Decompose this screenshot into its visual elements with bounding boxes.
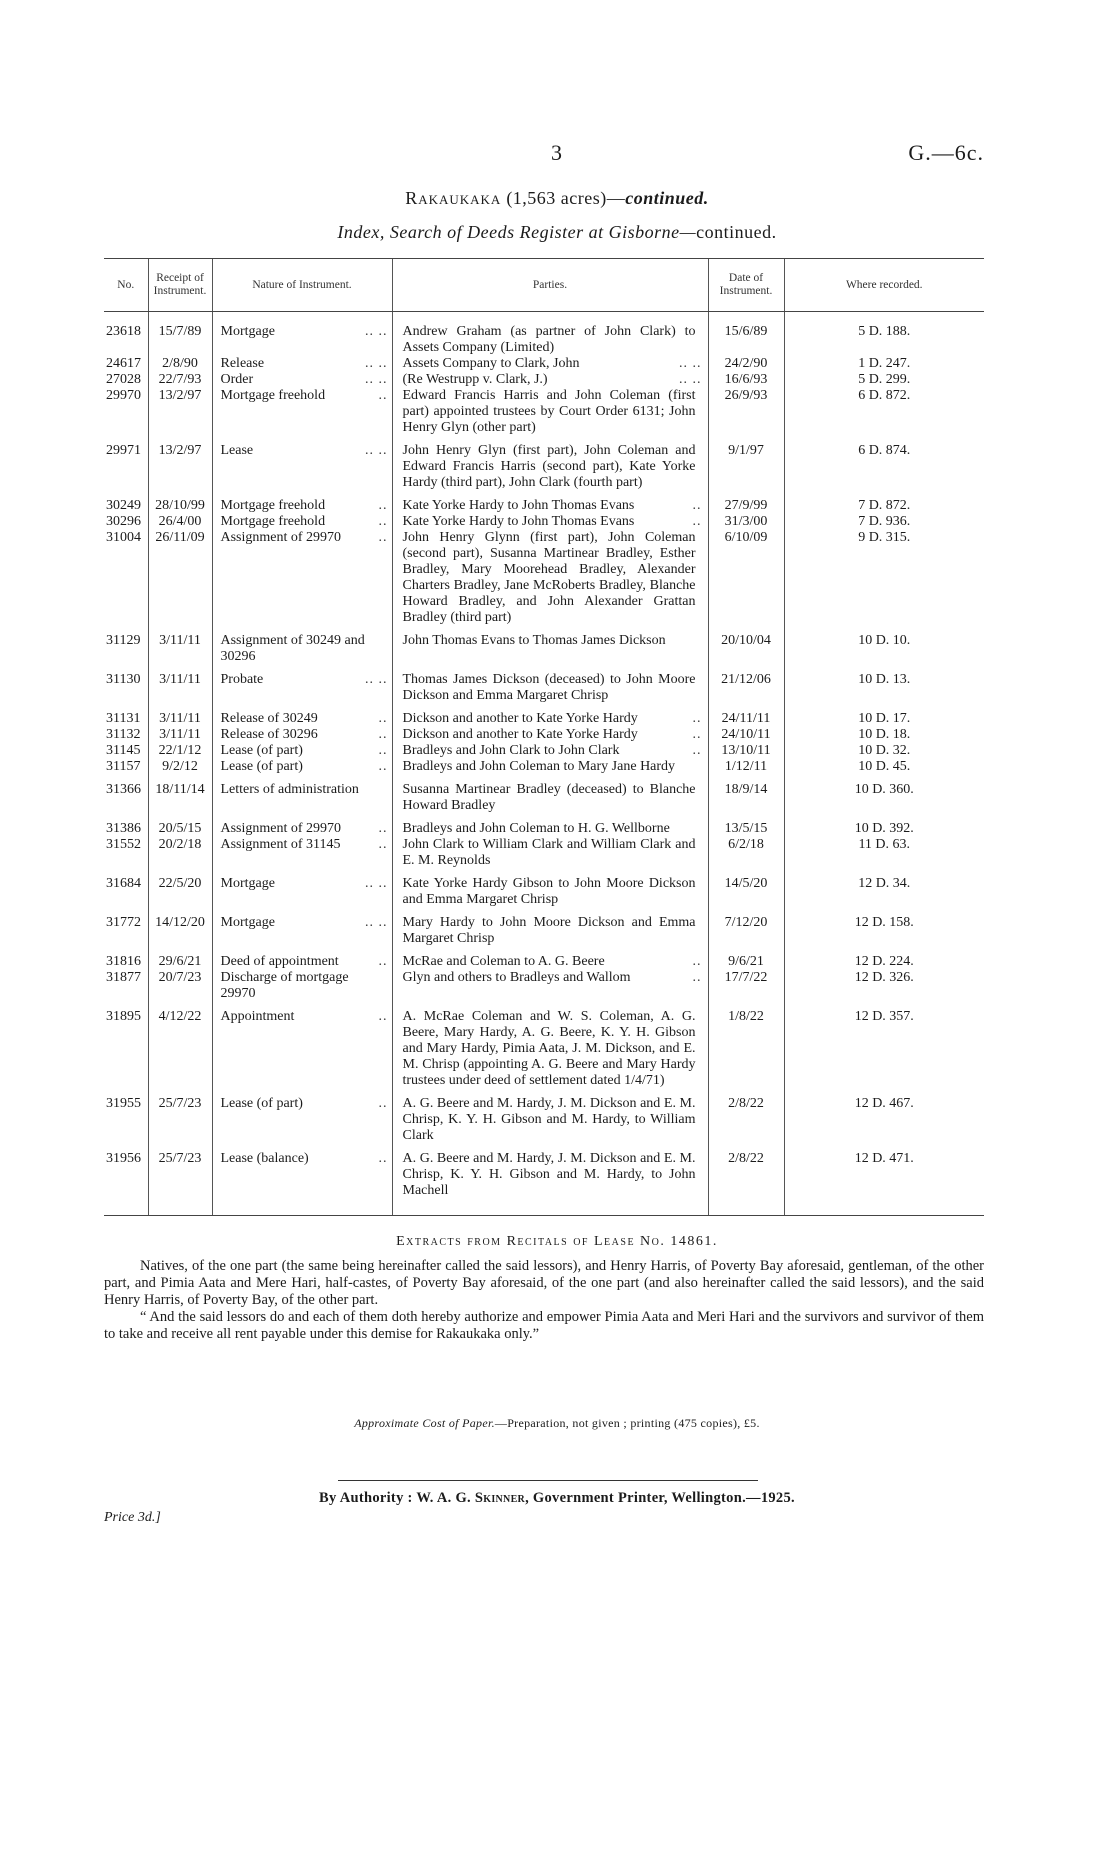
cell-no: 31772 bbox=[106, 915, 141, 930]
table-body bbox=[104, 312, 984, 1216]
title-continued: continued. bbox=[625, 188, 709, 208]
table-row bbox=[104, 1144, 984, 1215]
parties-leader-dots bbox=[696, 782, 702, 814]
column-header-no: No. bbox=[104, 259, 148, 312]
parties-leader-dots bbox=[696, 324, 702, 356]
cell-nature bbox=[212, 775, 392, 814]
cell-no: 31386 bbox=[106, 821, 141, 836]
nature-leader-dots: .. bbox=[378, 743, 388, 758]
cell-where-recorded: 10 D. 13. bbox=[784, 665, 984, 704]
parties-text: John Thomas Evans to Thomas James Dickson bbox=[402, 633, 666, 648]
cell-where-recorded: 6 D. 872. bbox=[784, 388, 984, 436]
nature-leader-dots: .. bbox=[378, 837, 388, 852]
cell-parties bbox=[392, 1089, 708, 1144]
parties-leader-dots bbox=[696, 876, 702, 908]
cell-receipt: 3/11/11 bbox=[148, 704, 212, 727]
cell-parties bbox=[392, 775, 708, 814]
table-row bbox=[104, 869, 984, 908]
cell-parties bbox=[392, 665, 708, 704]
nature-leader-dots: .. .. bbox=[365, 324, 388, 339]
cell-date: 15/6/89 bbox=[708, 312, 784, 357]
nature-text: Mortgage bbox=[220, 324, 275, 339]
cell-date: 9/1/97 bbox=[708, 436, 784, 491]
nature-leader-dots: .. bbox=[378, 530, 388, 545]
nature-leader-dots: .. bbox=[378, 711, 388, 726]
parties-leader-dots: .. bbox=[692, 498, 702, 513]
cell-date: 24/10/11 bbox=[708, 727, 784, 743]
column-header-nature: Nature of Instrument. bbox=[212, 259, 392, 312]
cell-no: 31956 bbox=[106, 1151, 141, 1166]
cell-date: 7/12/20 bbox=[708, 908, 784, 947]
cell-receipt: 26/4/00 bbox=[148, 514, 212, 530]
cell-date: 16/6/93 bbox=[708, 372, 784, 388]
cell-nature bbox=[212, 436, 392, 491]
cell-parties bbox=[392, 704, 708, 727]
cell-no: 31877 bbox=[106, 970, 141, 985]
cell-date: 1/12/11 bbox=[708, 759, 784, 775]
cell-parties bbox=[392, 1144, 708, 1215]
table-row bbox=[104, 626, 984, 665]
cell-where-recorded: 11 D. 63. bbox=[784, 837, 984, 869]
cell-no: 31157 bbox=[106, 759, 141, 774]
nature-text: Letters of administration bbox=[220, 782, 359, 797]
column-header-parties: Parties. bbox=[392, 259, 708, 312]
parties-text: Kate Yorke Hardy Gibson to John Moore Dickson and Emma Margaret Chrisp bbox=[402, 876, 696, 907]
nature-leader-dots: .. bbox=[378, 388, 388, 403]
cell-no: 30249 bbox=[106, 498, 141, 513]
cell-receipt: 20/2/18 bbox=[148, 837, 212, 869]
parties-text: Kate Yorke Hardy to John Thomas Evans bbox=[402, 514, 635, 529]
column-header-receipt: Receipt of Instrument. bbox=[148, 259, 212, 312]
cell-parties bbox=[392, 491, 708, 514]
parties-leader-dots bbox=[696, 530, 702, 626]
cell-where-recorded: 1 D. 247. bbox=[784, 356, 984, 372]
nature-leader-dots: .. .. bbox=[365, 672, 388, 687]
cell-date: 2/8/22 bbox=[708, 1144, 784, 1215]
cell-nature bbox=[212, 970, 392, 1002]
cell-no: 24617 bbox=[106, 356, 141, 371]
cell-receipt: 25/7/23 bbox=[148, 1144, 212, 1215]
cost-text: —Preparation, not given ; printing (475 copies), £5. bbox=[494, 1416, 760, 1430]
cell-receipt: 18/11/14 bbox=[148, 775, 212, 814]
cell-receipt: 15/7/89 bbox=[148, 312, 212, 357]
nature-leader-dots: .. bbox=[378, 1009, 388, 1024]
nature-leader-dots: .. .. bbox=[365, 915, 388, 930]
table-row bbox=[104, 704, 984, 727]
nature-leader-dots: .. bbox=[378, 954, 388, 969]
cell-date: 13/10/11 bbox=[708, 743, 784, 759]
cell-no: 31130 bbox=[106, 672, 141, 687]
cell-date: 24/2/90 bbox=[708, 356, 784, 372]
cell-parties bbox=[392, 837, 708, 869]
cell-where-recorded: 10 D. 45. bbox=[784, 759, 984, 775]
cost-of-paper bbox=[0, 1416, 1114, 1431]
nature-text: Lease (of part) bbox=[220, 759, 303, 774]
table-row bbox=[104, 436, 984, 491]
nature-leader-dots: .. .. bbox=[365, 356, 388, 371]
nature-leader-dots bbox=[382, 633, 388, 665]
parties-leader-dots: .. bbox=[692, 514, 702, 529]
cell-date: 14/5/20 bbox=[708, 869, 784, 908]
table-row bbox=[104, 775, 984, 814]
parties-leader-dots bbox=[696, 443, 702, 491]
cell-no: 31004 bbox=[106, 530, 141, 545]
subtitle-continued: continued. bbox=[696, 222, 777, 242]
parties-leader-dots bbox=[696, 633, 702, 649]
footer-rule bbox=[338, 1480, 758, 1481]
cell-receipt: 9/2/12 bbox=[148, 759, 212, 775]
document-subtitle bbox=[0, 222, 1114, 243]
cell-nature bbox=[212, 312, 392, 357]
parties-leader-dots bbox=[696, 915, 702, 947]
nature-text: Assignment of 30249 and 30296 bbox=[220, 633, 365, 664]
extracts-heading: Extracts from Recitals of Lease No. 14861. bbox=[396, 1234, 718, 1249]
cell-receipt: 13/2/97 bbox=[148, 388, 212, 436]
parties-text: Bradleys and John Coleman to H. G. Wellborne bbox=[402, 821, 670, 836]
nature-text: Lease (balance) bbox=[220, 1151, 309, 1166]
parties-leader-dots bbox=[696, 821, 702, 837]
cell-parties bbox=[392, 312, 708, 357]
parties-text: A. McRae Coleman and W. S. Coleman, A. G. Beere, Mary Hardy, A. G. Beere, K. Y. H. Gibson and Mary Hardy, Pimia Aata, J. M. Dickson, and E. M. Chrisp (appointing A. G. Beere and Mary Hardy trustees under deed of settlement dated 1/4/71) bbox=[402, 1009, 696, 1088]
parties-text: Assets Company to Clark, John bbox=[402, 356, 580, 371]
nature-leader-dots: .. bbox=[378, 821, 388, 836]
cell-where-recorded: 12 D. 357. bbox=[784, 1002, 984, 1089]
nature-text: Probate bbox=[220, 672, 264, 687]
nature-leader-dots: .. bbox=[378, 727, 388, 742]
cell-parties bbox=[392, 530, 708, 626]
parties-text: John Henry Glynn (first part), John Coleman (second part), Susanna Martinear Bradley, Esther Bradley, Mary Moorehead Bradley, Alexander Charters Bradley, Jane McRoberts Bradley, Blanche Howard Bradley, and John Alexander Grattan Bradley (third part) bbox=[402, 530, 696, 625]
parties-text: John Clark to William Clark and William Clark and E. M. Reynolds bbox=[402, 837, 696, 868]
cell-nature bbox=[212, 491, 392, 514]
cell-where-recorded: 12 D. 467. bbox=[784, 1089, 984, 1144]
cell-date: 2/8/22 bbox=[708, 1089, 784, 1144]
deeds-register-table bbox=[104, 259, 984, 1215]
cell-nature bbox=[212, 1002, 392, 1089]
parties-leader-dots: .. .. bbox=[679, 356, 702, 371]
cell-nature bbox=[212, 947, 392, 970]
table-row bbox=[104, 908, 984, 947]
cell-no: 31816 bbox=[106, 954, 141, 969]
nature-text: Order bbox=[220, 372, 254, 387]
table-row bbox=[104, 372, 984, 388]
nature-text: Mortgage bbox=[220, 915, 275, 930]
cell-parties bbox=[392, 356, 708, 372]
cell-date: 21/12/06 bbox=[708, 665, 784, 704]
document-title bbox=[0, 188, 1114, 209]
cell-no: 31129 bbox=[106, 633, 141, 648]
table-row bbox=[104, 970, 984, 1002]
cell-parties bbox=[392, 869, 708, 908]
cell-date: 13/5/15 bbox=[708, 814, 784, 837]
cell-parties bbox=[392, 514, 708, 530]
parties-text: Dickson and another to Kate Yorke Hardy bbox=[402, 727, 638, 742]
parties-leader-dots: .. bbox=[692, 743, 702, 758]
nature-leader-dots: .. bbox=[378, 1151, 388, 1166]
parties-text: John Henry Glyn (first part), John Coleman and Edward Francis Harris (second part), Kate Yorke Hardy (third part), John Clark (fourth part) bbox=[402, 443, 696, 490]
cell-parties bbox=[392, 727, 708, 743]
nature-leader-dots: .. .. bbox=[365, 372, 388, 387]
printer-authority bbox=[0, 1490, 1114, 1507]
cell-date: 6/10/09 bbox=[708, 530, 784, 626]
cell-receipt: 22/7/93 bbox=[148, 372, 212, 388]
price-note: Price 3d.] bbox=[104, 1510, 161, 1525]
cell-no: 27028 bbox=[106, 372, 141, 387]
cell-receipt: 13/2/97 bbox=[148, 436, 212, 491]
cell-nature bbox=[212, 704, 392, 727]
cell-where-recorded: 9 D. 315. bbox=[784, 530, 984, 626]
cell-no: 31366 bbox=[106, 782, 141, 797]
cell-where-recorded: 12 D. 326. bbox=[784, 970, 984, 1002]
cell-no: 30296 bbox=[106, 514, 141, 529]
table-row bbox=[104, 837, 984, 869]
cell-receipt: 3/11/11 bbox=[148, 626, 212, 665]
nature-leader-dots: .. bbox=[378, 498, 388, 513]
page-number: 3 bbox=[551, 140, 563, 165]
cell-receipt: 3/11/11 bbox=[148, 727, 212, 743]
cell-where-recorded: 12 D. 34. bbox=[784, 869, 984, 908]
cell-no: 31895 bbox=[106, 1009, 141, 1024]
table-row bbox=[104, 727, 984, 743]
parties-text: A. G. Beere and M. Hardy, J. M. Dickson and E. M. Chrisp, K. Y. H. Gibson and M. Hardy, to John Machell bbox=[402, 1151, 696, 1198]
nature-text: Release of 30296 bbox=[220, 727, 318, 742]
authority-name: Skinner bbox=[474, 1490, 526, 1506]
parties-text: Kate Yorke Hardy to John Thomas Evans bbox=[402, 498, 635, 513]
cell-where-recorded: 6 D. 874. bbox=[784, 436, 984, 491]
authority-prefix: By Authority : W. A. G. bbox=[319, 1490, 475, 1506]
nature-leader-dots: .. .. bbox=[365, 876, 388, 891]
nature-leader-dots bbox=[382, 970, 388, 1002]
parties-leader-dots: .. .. bbox=[679, 372, 702, 387]
cell-where-recorded: 7 D. 872. bbox=[784, 491, 984, 514]
cell-parties bbox=[392, 388, 708, 436]
cell-where-recorded: 10 D. 17. bbox=[784, 704, 984, 727]
nature-text: Lease (of part) bbox=[220, 743, 303, 758]
table-row bbox=[104, 1089, 984, 1144]
nature-text: Appointment bbox=[220, 1009, 295, 1024]
cell-nature bbox=[212, 372, 392, 388]
cell-date: 1/8/22 bbox=[708, 1002, 784, 1089]
nature-text: Deed of appointment bbox=[220, 954, 339, 969]
cell-date: 17/7/22 bbox=[708, 970, 784, 1002]
parties-text: Andrew Graham (as partner of John Clark) to Assets Company (Limited) bbox=[402, 324, 696, 355]
cell-date: 24/11/11 bbox=[708, 704, 784, 727]
table-row bbox=[104, 491, 984, 514]
parties-text: Susanna Martinear Bradley (deceased) to Blanche Howard Bradley bbox=[402, 782, 696, 813]
cell-where-recorded: 7 D. 936. bbox=[784, 514, 984, 530]
cell-date: 9/6/21 bbox=[708, 947, 784, 970]
parties-text: Thomas James Dickson (deceased) to John Moore Dickson and Emma Margaret Chrisp bbox=[402, 672, 696, 703]
cell-nature bbox=[212, 814, 392, 837]
cell-receipt: 2/8/90 bbox=[148, 356, 212, 372]
cell-nature bbox=[212, 626, 392, 665]
nature-text: Release bbox=[220, 356, 265, 371]
parties-leader-dots bbox=[696, 388, 702, 436]
cell-where-recorded: 10 D. 10. bbox=[784, 626, 984, 665]
cell-no: 31552 bbox=[106, 837, 141, 852]
cell-nature bbox=[212, 1089, 392, 1144]
cell-nature bbox=[212, 908, 392, 947]
parties-text: Bradleys and John Coleman to Mary Jane Hardy bbox=[402, 759, 676, 774]
table-row bbox=[104, 356, 984, 372]
parties-leader-dots bbox=[696, 672, 702, 704]
cell-no: 29971 bbox=[106, 443, 141, 458]
cell-where-recorded: 12 D. 158. bbox=[784, 908, 984, 947]
table-header-row bbox=[104, 259, 984, 312]
cell-where-recorded: 5 D. 188. bbox=[784, 312, 984, 357]
cell-receipt: 26/11/09 bbox=[148, 530, 212, 626]
cell-nature bbox=[212, 837, 392, 869]
parties-text: Dickson and another to Kate Yorke Hardy bbox=[402, 711, 638, 726]
subtitle-text: Index, Search of Deeds Register at Gisborne— bbox=[337, 222, 697, 242]
authority-suffix: , Government Printer, Wellington.—1925. bbox=[525, 1490, 795, 1506]
parties-text: Mary Hardy to John Moore Dickson and Emma Margaret Chrisp bbox=[402, 915, 696, 946]
cell-no: 31684 bbox=[106, 876, 141, 891]
parties-leader-dots: .. bbox=[692, 970, 702, 985]
cell-parties bbox=[392, 908, 708, 947]
parties-leader-dots bbox=[696, 1096, 702, 1144]
parties-leader-dots bbox=[696, 1009, 702, 1089]
nature-text: Lease bbox=[220, 443, 254, 458]
nature-text: Discharge of mortgage 29970 bbox=[220, 970, 349, 1001]
nature-text: Release of 30249 bbox=[220, 711, 318, 726]
table-row bbox=[104, 814, 984, 837]
nature-leader-dots: .. bbox=[378, 1096, 388, 1111]
cell-receipt: 25/7/23 bbox=[148, 1089, 212, 1144]
cost-label: Approximate Cost of Paper. bbox=[354, 1416, 495, 1430]
cell-where-recorded: 12 D. 471. bbox=[784, 1144, 984, 1215]
nature-leader-dots: .. bbox=[378, 759, 388, 774]
parties-text: McRae and Coleman to A. G. Beere bbox=[402, 954, 605, 969]
title-place-name: Rakaukaka bbox=[405, 188, 502, 208]
cell-parties bbox=[392, 814, 708, 837]
cell-no: 23618 bbox=[106, 324, 141, 339]
table-row bbox=[104, 514, 984, 530]
cell-no: 31145 bbox=[106, 743, 141, 758]
cell-nature bbox=[212, 727, 392, 743]
cell-date: 26/9/93 bbox=[708, 388, 784, 436]
cell-parties bbox=[392, 743, 708, 759]
nature-text: Mortgage freehold bbox=[220, 514, 326, 529]
extracts-paragraph-2: “ And the said lessors do and each of them doth hereby authorize and empower Pimia Aata and Meri Hari and the survivors and survivor of them to take and receive all rent payable under this demise for Rakaukaka only.” bbox=[104, 1309, 984, 1342]
cell-receipt: 28/10/99 bbox=[148, 491, 212, 514]
nature-text: Mortgage freehold bbox=[220, 498, 326, 513]
cell-parties bbox=[392, 759, 708, 775]
table-row bbox=[104, 1002, 984, 1089]
cell-date: 31/3/00 bbox=[708, 514, 784, 530]
cell-receipt: 29/6/21 bbox=[148, 947, 212, 970]
table-row bbox=[104, 665, 984, 704]
nature-text: Assignment of 29970 bbox=[220, 821, 342, 836]
parties-leader-dots: .. bbox=[692, 727, 702, 742]
cell-parties bbox=[392, 436, 708, 491]
parties-text: Bradleys and John Clark to John Clark bbox=[402, 743, 620, 758]
cell-no: 29970 bbox=[106, 388, 141, 403]
cell-date: 18/9/14 bbox=[708, 775, 784, 814]
cell-where-recorded: 12 D. 224. bbox=[784, 947, 984, 970]
cell-receipt: 22/1/12 bbox=[148, 743, 212, 759]
cell-where-recorded: 5 D. 299. bbox=[784, 372, 984, 388]
title-acreage: (1,563 acres)— bbox=[501, 188, 626, 208]
cell-nature bbox=[212, 743, 392, 759]
table-row bbox=[104, 312, 984, 357]
cell-parties bbox=[392, 947, 708, 970]
nature-leader-dots: .. bbox=[378, 514, 388, 529]
table-row bbox=[104, 743, 984, 759]
extracts-body bbox=[104, 1258, 984, 1343]
parties-text: Edward Francis Harris and John Coleman (first part) appointed trustees by Court Order 6131; John Henry Glyn (other part) bbox=[402, 388, 696, 435]
cell-receipt: 22/5/20 bbox=[148, 869, 212, 908]
cell-parties bbox=[392, 970, 708, 1002]
cell-no: 31131 bbox=[106, 711, 141, 726]
parties-text: A. G. Beere and M. Hardy, J. M. Dickson and E. M. Chrisp, K. Y. H. Gibson and M. Hardy, to William Clark bbox=[402, 1096, 696, 1143]
cell-receipt: 4/12/22 bbox=[148, 1002, 212, 1089]
cell-nature bbox=[212, 869, 392, 908]
nature-text: Lease (of part) bbox=[220, 1096, 303, 1111]
nature-text: Assignment of 29970 bbox=[220, 530, 342, 545]
cell-date: 27/9/99 bbox=[708, 491, 784, 514]
parties-leader-dots: .. bbox=[692, 954, 702, 969]
cell-nature bbox=[212, 759, 392, 775]
parties-leader-dots: .. bbox=[692, 711, 702, 726]
nature-leader-dots: .. .. bbox=[365, 443, 388, 458]
cell-parties bbox=[392, 626, 708, 665]
cell-parties bbox=[392, 1002, 708, 1089]
cell-nature bbox=[212, 665, 392, 704]
page-reference: G.—6c. bbox=[908, 140, 984, 165]
table-row bbox=[104, 759, 984, 775]
cell-no: 31132 bbox=[106, 727, 141, 742]
cell-receipt: 3/11/11 bbox=[148, 665, 212, 704]
extracts-paragraph-1: Natives, of the one part (the same being hereinafter called the said lessors), and Henry Harris, of Poverty Bay aforesaid, gentleman, of the other part, and Pimia Aata and Mere Hari, half-castes, of Poverty Bay aforesaid, of the one part (and also hereinafter called the said lessors), and the said Henry Harris, of Poverty Bay, of the other part. bbox=[104, 1258, 984, 1308]
parties-text: Glyn and others to Bradleys and Wallom bbox=[402, 970, 631, 985]
column-header-date: Date of Instrument. bbox=[708, 259, 784, 312]
cell-nature bbox=[212, 388, 392, 436]
table-row bbox=[104, 530, 984, 626]
cell-receipt: 20/5/15 bbox=[148, 814, 212, 837]
cell-date: 20/10/04 bbox=[708, 626, 784, 665]
column-header-where: Where recorded. bbox=[784, 259, 984, 312]
cell-receipt: 14/12/20 bbox=[148, 908, 212, 947]
nature-text: Assignment of 31145 bbox=[220, 837, 341, 852]
cell-date: 6/2/18 bbox=[708, 837, 784, 869]
parties-leader-dots bbox=[696, 759, 702, 775]
cell-nature bbox=[212, 1144, 392, 1215]
table-row bbox=[104, 388, 984, 436]
cell-parties bbox=[392, 372, 708, 388]
nature-text: Mortgage bbox=[220, 876, 275, 891]
parties-leader-dots bbox=[696, 837, 702, 869]
table-row bbox=[104, 947, 984, 970]
deeds-register-table-wrapper bbox=[104, 258, 984, 1216]
cell-no: 31955 bbox=[106, 1096, 141, 1111]
cell-where-recorded: 10 D. 392. bbox=[784, 814, 984, 837]
cell-nature bbox=[212, 530, 392, 626]
nature-text: Mortgage freehold bbox=[220, 388, 326, 403]
cell-where-recorded: 10 D. 360. bbox=[784, 775, 984, 814]
cell-nature bbox=[212, 356, 392, 372]
parties-text: (Re Westrupp v. Clark, J.) bbox=[402, 372, 548, 387]
cell-where-recorded: 10 D. 32. bbox=[784, 743, 984, 759]
cell-nature bbox=[212, 514, 392, 530]
cell-receipt: 20/7/23 bbox=[148, 970, 212, 1002]
cell-where-recorded: 10 D. 18. bbox=[784, 727, 984, 743]
parties-leader-dots bbox=[696, 1151, 702, 1199]
nature-leader-dots bbox=[382, 782, 388, 798]
